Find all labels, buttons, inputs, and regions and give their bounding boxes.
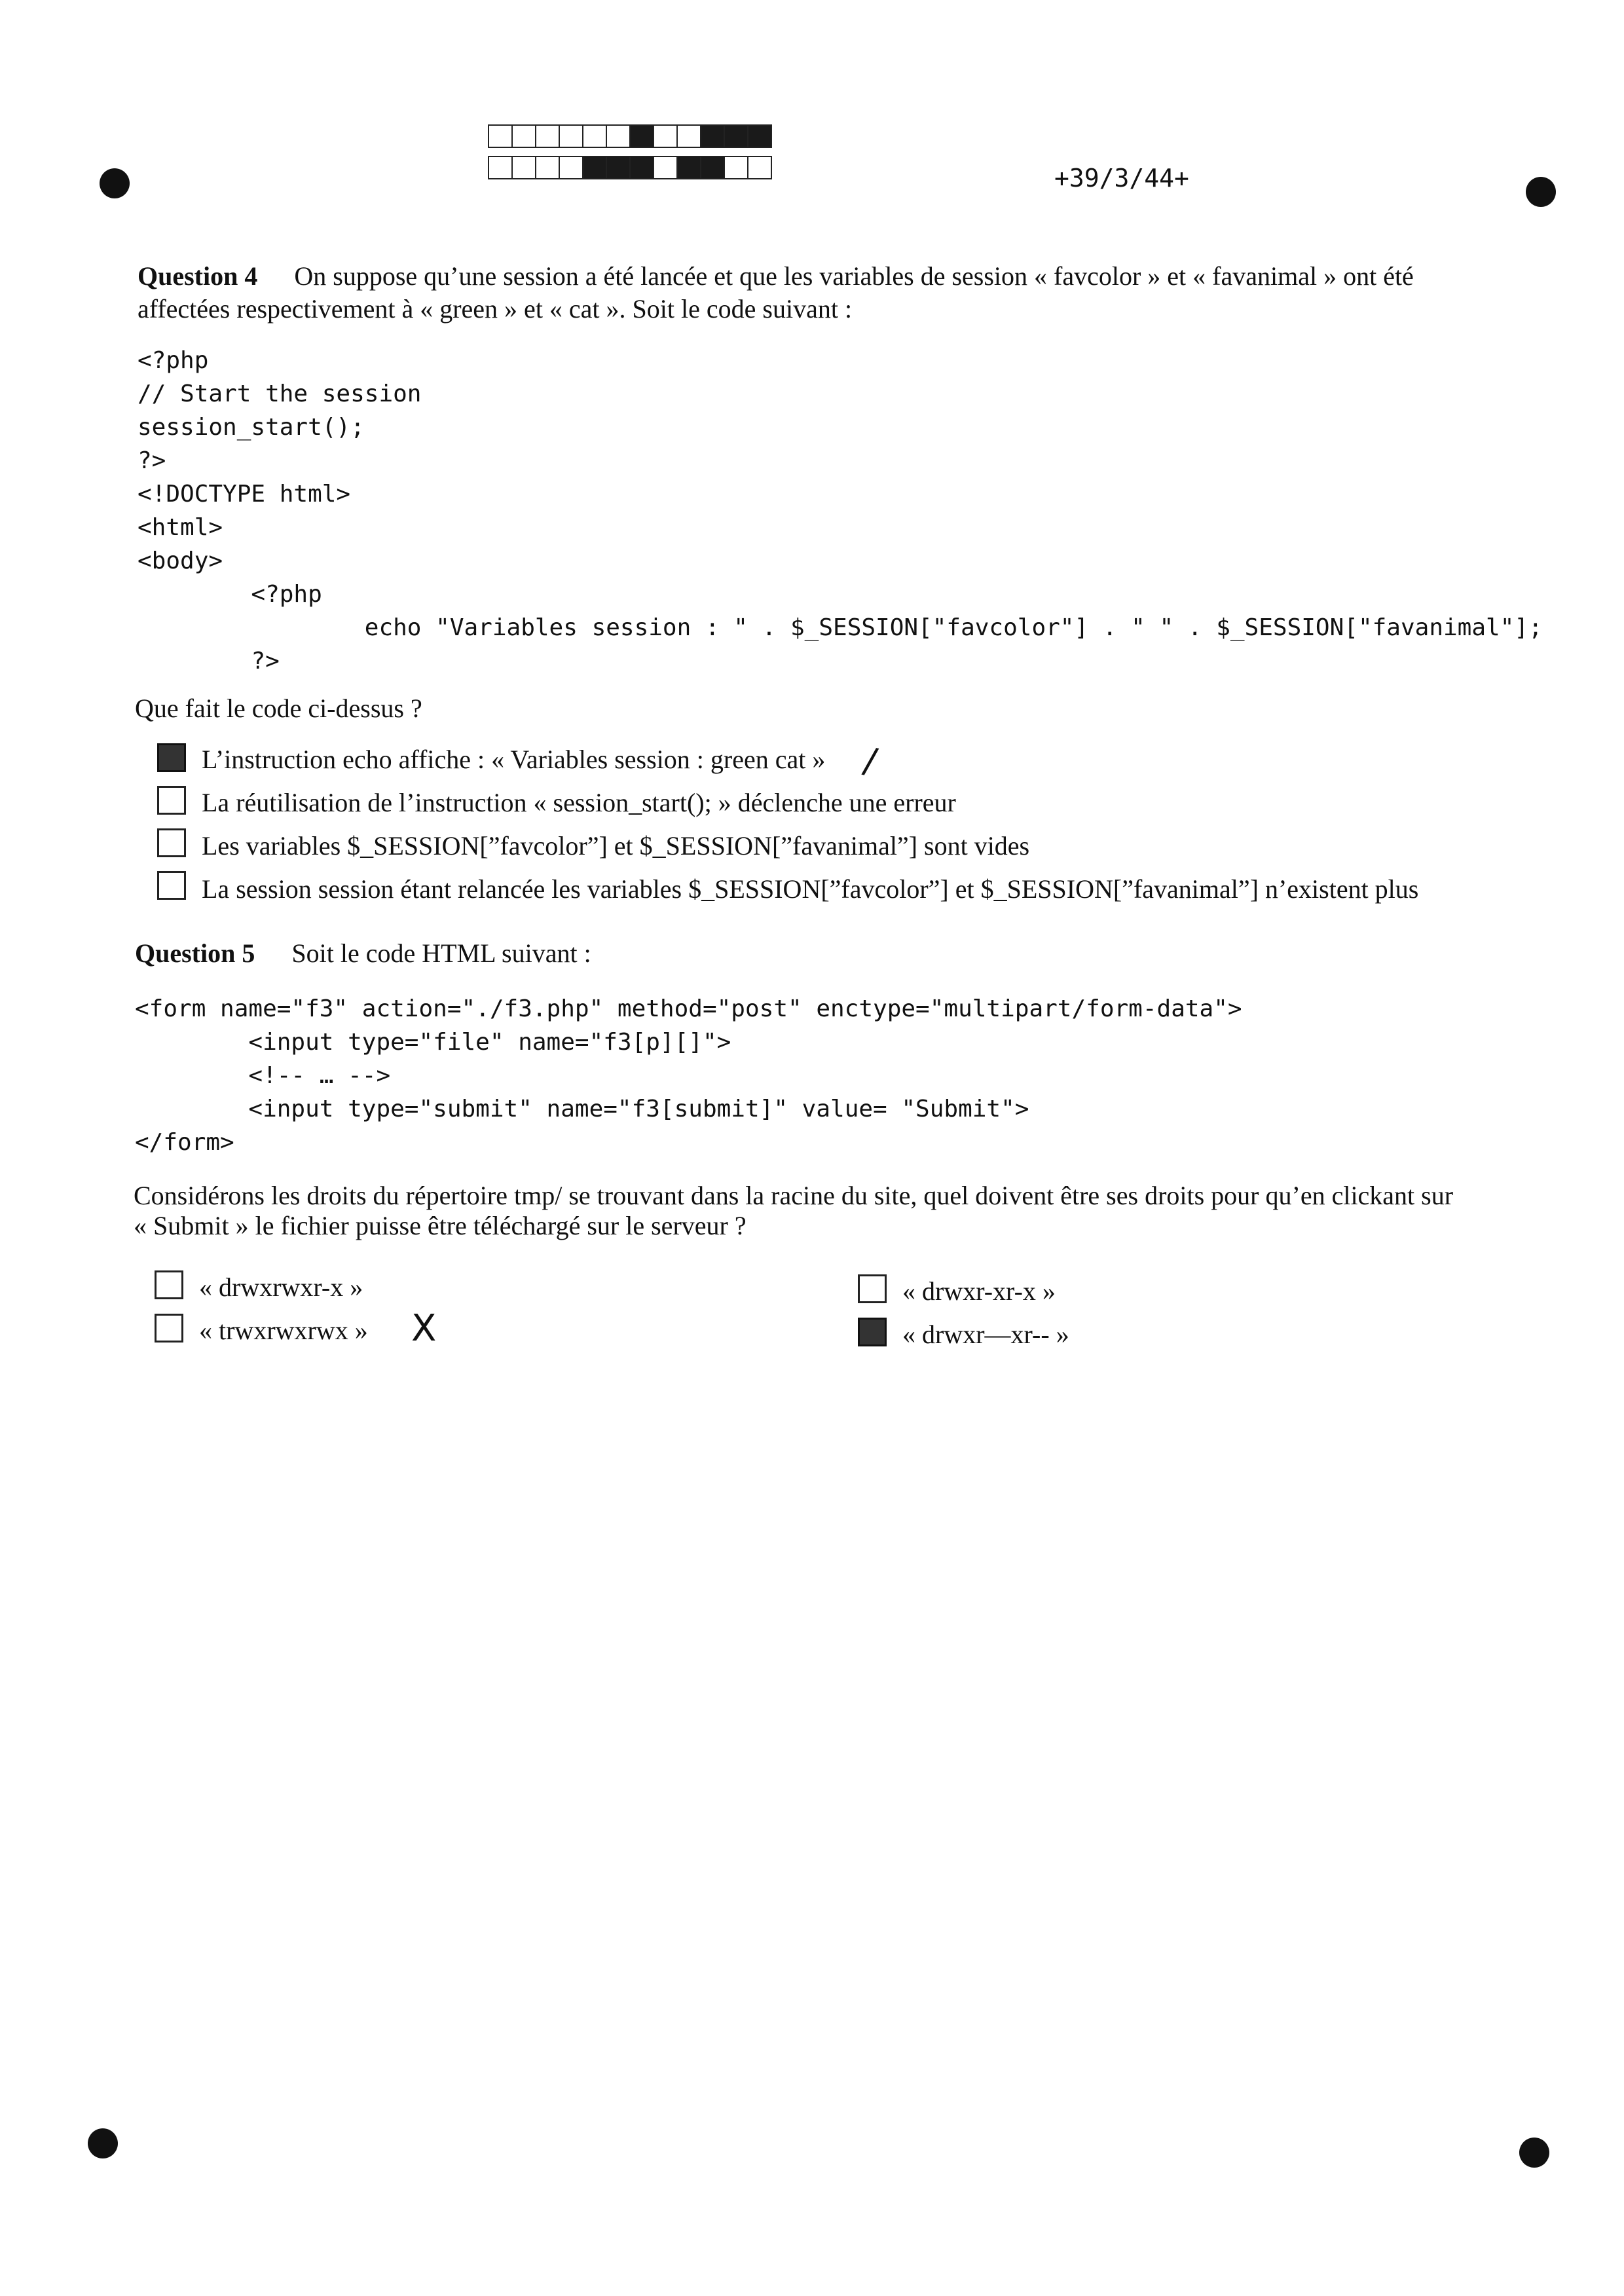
q4-option-3-checkbox[interactable] (157, 828, 186, 857)
page-id: +39/3/44+ (1054, 164, 1189, 193)
barcode-cell (700, 156, 725, 179)
barcode-cell (747, 156, 772, 179)
barcode-cell (582, 156, 607, 179)
q5-option-1-label: « drwxrwxr-x » (199, 1272, 363, 1302)
barcode-cell (488, 124, 513, 148)
barcode-cell (559, 124, 583, 148)
question-5-prompt-line1: Considérons les droits du répertoire tmp/ se trouvant dans la racine du site, quel doivent être ses droits pour qu’en clickant sur (134, 1181, 1454, 1210)
q4-option-4-checkbox[interactable] (157, 871, 186, 900)
q4-option-2-label: La réutilisation de l’instruction « session_start(); » déclenche une erreur (202, 788, 956, 817)
barcode-row-1 (488, 124, 771, 148)
barcode-cell (511, 156, 536, 179)
q5-option-4-label: « drwxr—xr-- » (902, 1320, 1069, 1349)
question-4-code: <?php // Start the session session_start(); ?> <!DOCTYPE html> <html> <body> <?php echo "Variables session : " . $_SESSION["favcolor"] . " " . $_SESSION["favanimal"]; ?> (138, 347, 1543, 675)
barcode-cell (629, 156, 654, 179)
barcode-cell (700, 124, 725, 148)
barcode-cell (747, 124, 772, 148)
registration-dot-top-left (100, 168, 130, 198)
q5-option-2-label: « drwxr-xr-x » (902, 1276, 1056, 1306)
registration-dot-bottom-right (1519, 2138, 1549, 2168)
barcode-row-2 (488, 156, 771, 179)
barcode-cell (535, 124, 560, 148)
registration-dot-top-right (1526, 177, 1556, 207)
cross-mark: X (411, 1307, 437, 1350)
barcode-cell (511, 124, 536, 148)
question-5-prompt-line2: « Submit » le fichier puisse être téléchargé sur le serveur ? (134, 1211, 747, 1240)
barcode-cell (629, 124, 654, 148)
q4-option-1-label: L’instruction echo affiche : « Variables session : green cat » (202, 745, 826, 774)
barcode-cell (582, 124, 607, 148)
barcode-cell (724, 156, 748, 179)
registration-dot-bottom-left (88, 2128, 118, 2158)
barcode-cell (535, 156, 560, 179)
q4-option-2-checkbox[interactable] (157, 786, 186, 815)
barcode-cell (606, 156, 631, 179)
barcode-cell (676, 124, 701, 148)
question-5-label: Question 5 (135, 938, 255, 968)
correct-check-mark: / (860, 739, 881, 783)
q5-option-3-label: « trwxrwxrwx » (199, 1316, 368, 1345)
q4-option-4-label: La session session étant relancée les variables $_SESSION[”favcolor”] et $_SESSION[”favanimal”] n’existent plus (202, 874, 1419, 904)
barcode-cell (488, 156, 513, 179)
question-4-prompt: Que fait le code ci-dessus ? (135, 694, 422, 723)
barcode-cell (724, 124, 748, 148)
question-4-text-line1: On suppose qu’une session a été lancée et que les variables de session « favcolor » et « favanimal » ont été (294, 261, 1414, 291)
q4-option-3-label: Les variables $_SESSION[”favcolor”] et $_SESSION[”favanimal”] sont vides (202, 831, 1030, 861)
barcode-cell (676, 156, 701, 179)
question-5-heading (135, 938, 591, 969)
barcode-cell (606, 124, 631, 148)
barcode-cell (653, 124, 678, 148)
barcode-cell (559, 156, 583, 179)
question-4-text-line2: affectées respectivement à « green » et « cat ». Soit le code suivant : (138, 294, 853, 324)
q5-option-2-checkbox[interactable] (858, 1274, 887, 1303)
q5-option-4-checkbox[interactable] (858, 1318, 887, 1346)
q5-option-3-checkbox[interactable] (155, 1314, 183, 1342)
barcode-cell (653, 156, 678, 179)
question-4-heading (138, 261, 1414, 292)
question-5-code: <form name="f3" action="./f3.php" method="post" enctype="multipart/form-data"> <input type="file" name="f3[p][]"> <!-- … --> <input type="submit" name="f3[submit]" value= "Submit"> </form> (135, 995, 1242, 1156)
q5-option-1-checkbox[interactable] (155, 1270, 183, 1299)
q4-option-1-checkbox[interactable] (157, 743, 186, 772)
question-4-label: Question 4 (138, 261, 258, 291)
question-5-text: Soit le code HTML suivant : (291, 938, 591, 968)
